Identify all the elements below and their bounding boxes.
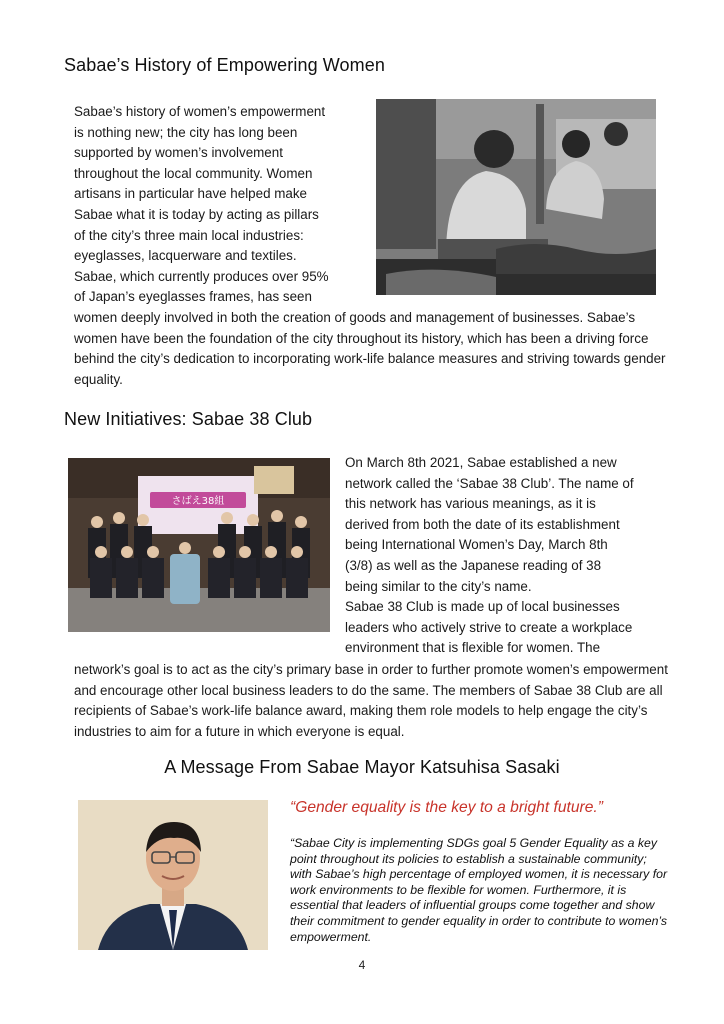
text-line: leaders who actively strive to create a workplace bbox=[345, 619, 633, 635]
mayor-quote: “Gender equality is the key to a bright future.” bbox=[290, 799, 603, 816]
section-heading-history: Sabae’s History of Empowering Women bbox=[64, 55, 385, 75]
text-line: supported by women’s involvement bbox=[74, 145, 283, 161]
text-line: (3/8) as well as the Japanese reading of 38 bbox=[345, 557, 602, 573]
text-line: throughout the local community. Women bbox=[74, 165, 313, 181]
text-line: Sabae, which currently produces over 95% bbox=[74, 268, 329, 284]
text-line: On March 8th 2021, Sabae established a new bbox=[345, 455, 617, 470]
photo-banner-text: さばえ38組 bbox=[171, 496, 225, 507]
text-line: Sabae’s history of women’s empowerment bbox=[74, 104, 326, 119]
text-line: artisans in particular have helped make bbox=[74, 186, 307, 202]
section-heading-38-club: New Initiatives: Sabae 38 Club bbox=[64, 409, 313, 429]
text-line: network called the ‘Sabae 38 Club’. The name of bbox=[345, 475, 634, 491]
history-paragraph-lines bbox=[74, 102, 372, 308]
text-line: is nothing new; the city has long been bbox=[74, 124, 298, 140]
38-club-paragraph-rest: network’s goal is to act as the city’s primary base in order to further promote women’s empowerment and encourage other local business leaders to do the same. The members of Sabae 38 Club are all recipients of Sabae’s work-life balance award, making them role models to help engage the city’s industries to aim for a future in which everyone is equal. bbox=[74, 662, 668, 739]
text-line: being similar to the city’s name. bbox=[345, 578, 532, 594]
text-line: eyeglasses, lacquerware and textiles. bbox=[74, 248, 297, 264]
sabae-38-club-group-photo bbox=[68, 458, 330, 632]
women-artisans-photo bbox=[376, 99, 656, 295]
section-heading-mayor-message: A Message From Sabae Mayor Katsuhisa Sasaki bbox=[164, 757, 560, 777]
text-line: of Japan’s eyeglasses frames, has seen bbox=[74, 289, 312, 305]
38-club-paragraph-lines bbox=[345, 453, 675, 659]
history-paragraph-rest: women deeply involved in both the creation of goods and management of businesses. Sabae’s women have been the foundation of the city throughout its history, which has been a driving force behind the city’s dedication to incorporating work-life balance measures and striving towards gender equality. bbox=[74, 310, 666, 387]
text-line: Sabae 38 Club is made up of local businesses bbox=[345, 599, 620, 615]
mayor-portrait-photo bbox=[78, 800, 268, 950]
text-line: this network has various meanings, as it is bbox=[345, 496, 596, 512]
text-line: environment that is flexible for women. The bbox=[345, 640, 601, 656]
page-number: 4 bbox=[358, 958, 366, 972]
mayor-message: “Sabae City is implementing SDGs goal 5 Gender Equality as a key point throughout its policies to establish a sustainable community; with Sabae’s high percentage of employed women, it is necessary for work environments to be flexible for women. Furthermore, it is essential that leaders of influential groups come together and show their commitment to gender equality in order to contribute to women’s empowerment. bbox=[290, 836, 668, 944]
text-line: derived from both the date of its establishment bbox=[345, 516, 620, 532]
text-line: of the city’s three main local industries: bbox=[74, 227, 304, 243]
text-line: Sabae what it is today by acting as pillars bbox=[74, 206, 319, 222]
text-line: being International Women’s Day, March 8th bbox=[345, 537, 608, 553]
